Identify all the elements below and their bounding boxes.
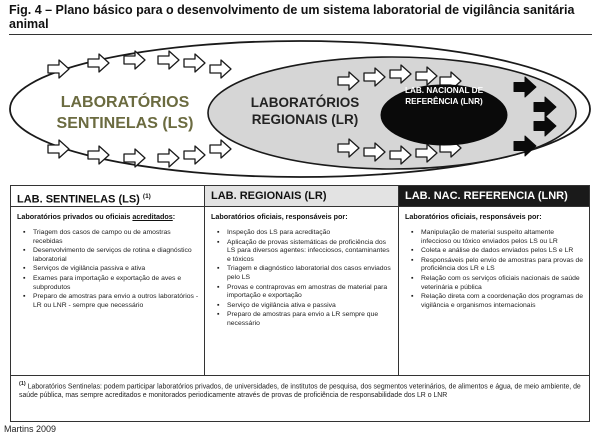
regional-items-list bbox=[205, 229, 398, 329]
table-footnote bbox=[11, 375, 589, 401]
list-item: ▪ Triagem e diagnóstico laboratorial dos casos enviados pelo LS bbox=[227, 265, 394, 282]
list-item: ▪ Exames para importação e exportação de aves e subprodutos bbox=[33, 275, 200, 292]
list-item: ▪ Responsáveis pelo envio de amostras para provas de proficiência dos LR e LS bbox=[421, 257, 585, 274]
footnote-text: Laboratórios Sentinelas: podem participar laboratórios privados, de universidades, de institutos de pesquisa, dos segmentos veterinários, de alimentos e água, de meio ambiente, de saúde pública, mas sempre acreditados e monitorados periodicamente através de provas de proficiência de responsabilidade dos LR o LNR bbox=[19, 383, 581, 400]
subheader-prefix: Laboratórios privados ou oficiais bbox=[17, 212, 133, 221]
list-item: ▪ Provas e contraprovas em amostras de material para importação e exportação bbox=[227, 284, 394, 301]
responsibilities-table bbox=[10, 185, 590, 422]
national-items-list bbox=[399, 229, 589, 310]
list-item: ▪ Serviços de vigilância passiva e ativa bbox=[33, 265, 200, 274]
list-item: ▪ Desenvolvimento de serviços de rotina e diagnóstico laboratorial bbox=[33, 247, 200, 264]
column-header-regional: LAB. REGIONAIS (LR) bbox=[205, 186, 398, 207]
column-subheader-regional: Laboratórios oficiais, responsáveis por: bbox=[211, 212, 348, 221]
column-sentinel-labs bbox=[11, 186, 205, 375]
regional-labs-label: LABORATÓRIOS REGIONAIS (LR) bbox=[250, 95, 360, 127]
column-header-note: (1) bbox=[142, 193, 151, 200]
list-item: ▪ Triagem dos casos de campo ou de amostras recebidas bbox=[33, 229, 200, 246]
list-item: ▪ Serviço de vigilância ativa e passiva bbox=[227, 302, 394, 311]
title-underline bbox=[9, 34, 592, 35]
list-item: ▪ Coleta e análise de dados enviados pelos LS e LR bbox=[421, 247, 585, 256]
subheader-emphasis: acreditados bbox=[132, 212, 173, 221]
sentinel-labs-label: LABORATÓRIOS SENTINELAS (LS) bbox=[56, 94, 194, 132]
column-regional-labs bbox=[205, 186, 399, 375]
column-subheader-sentinel bbox=[11, 207, 204, 221]
list-item: ▪ Manipulação de material suspeito altamente infeccioso ou tóxico enviados pelos LS ou LR bbox=[421, 229, 585, 246]
column-header-sentinel-text: LAB. SENTINELAS (LS) bbox=[17, 193, 140, 206]
list-item: ▪ Inspeção dos LS para acreditação bbox=[227, 229, 394, 238]
list-item: ▪ Preparo de amostras para envio a LR sempre que necessário bbox=[227, 311, 394, 328]
figure-title: Fig. 4 – Plano básico para o desenvolvimento de um sistema laboratorial de vigilância sanitária animal bbox=[9, 3, 575, 31]
sentinel-items-list bbox=[11, 229, 204, 310]
column-subheader-national: Laboratórios oficiais, responsáveis por: bbox=[405, 212, 542, 221]
source-credit: Martins 2009 bbox=[4, 424, 57, 434]
column-header-sentinel bbox=[11, 186, 204, 207]
subheader-suffix: : bbox=[172, 212, 176, 221]
list-item: ▪ Relação com os serviços oficiais nacionais de saúde veterinária e pública bbox=[421, 275, 585, 292]
footnote-mark: (1) bbox=[19, 381, 26, 387]
list-item: ▪ Preparo de amostras para envio a outros laboratórios - LR ou LNR - sempre que necessário bbox=[33, 293, 200, 310]
list-item: ▪ Aplicação de provas sistemáticas de proficiência dos LS para diversos agentes: infecciosos, contaminantes e tóxicos bbox=[227, 239, 394, 265]
column-national-reference-lab bbox=[399, 186, 589, 375]
list-item: ▪ Relação direta com a coordenação dos programas de vigilância e organismos internacionais bbox=[421, 293, 585, 310]
national-reference-lab-label: LAB. NACIONAL DE REFERÊNCIA (LNR) bbox=[404, 86, 484, 106]
column-header-national: LAB. NAC. REFERENCIA (LNR) bbox=[399, 186, 589, 207]
